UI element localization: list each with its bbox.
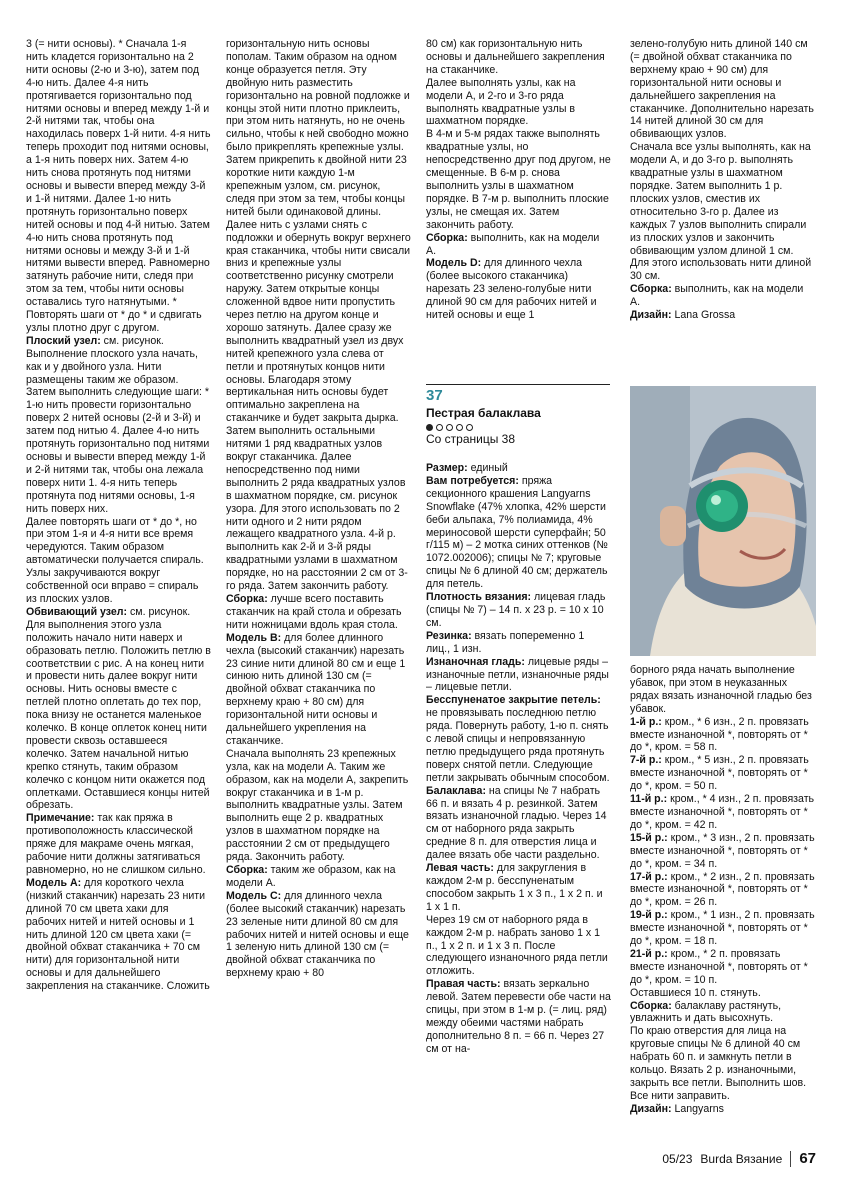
page-footer	[662, 1150, 816, 1167]
paragraph-text: пряжа секционного крашения Langyarns Snowflake (47% хлопка, 42% шерсти беби альпака, 7% полиамида, 4% мериносовой шерсти суперфайн; 50 г/115 м) – 2 мотка синих оттенков (№ 1072.002006); спицы № 7; круговые спицы № 6 длиной 40 см; держатель для петель.	[426, 474, 608, 591]
paragraph	[630, 1103, 815, 1116]
paragraph-heading: 11-й р.:	[630, 793, 668, 806]
pattern-header	[426, 386, 610, 447]
paragraph-heading: 7-й р.:	[630, 754, 662, 767]
footer-divider	[790, 1151, 791, 1167]
paragraph	[426, 462, 611, 475]
paragraph-text: кром., * 3 изн., 2 п. провязать вместе изнаночной *, повторять от * до *, кром. = 34 п.	[630, 831, 815, 870]
paragraph: Оставшиеся 10 п. стянуть.	[630, 986, 761, 999]
paragraph-heading: 17-й р.:	[630, 870, 668, 883]
paragraph	[426, 232, 611, 258]
paragraph	[226, 864, 411, 890]
paragraph-text: Langyarns	[671, 1102, 724, 1115]
paragraph-heading: Обвивающий узел:	[26, 605, 128, 618]
paragraph-text: выполнить, как на модели А.	[426, 231, 600, 257]
paragraph	[426, 630, 611, 656]
pattern-number: 37	[426, 387, 443, 404]
text-column-3-lower	[426, 462, 611, 1056]
difficulty-dot-empty	[456, 424, 463, 431]
paragraph-text: кром., * 1 изн., 2 п. провязать вместе изнаночной *, повторять от * до *, кром. = 18 п.	[630, 909, 815, 948]
paragraph	[26, 606, 211, 813]
paragraph	[426, 785, 611, 862]
paragraph	[26, 335, 211, 516]
paragraph-text: Lana Grossa	[671, 309, 736, 322]
paragraph	[630, 716, 815, 755]
paragraph-heading: 15-й р.:	[630, 831, 668, 844]
difficulty-dot-empty	[466, 424, 473, 431]
paragraph-text: таким же образом, как на модели А.	[226, 864, 396, 889]
paragraph-heading: Модель С:	[226, 889, 282, 902]
paragraph	[630, 871, 815, 910]
paragraph-heading: Плоский узел:	[26, 334, 101, 347]
difficulty-dot-empty	[446, 424, 453, 431]
page-number: 67	[799, 1150, 816, 1167]
paragraph-heading: Размер:	[426, 462, 468, 474]
paragraph-text: кром., * 4 изн., 2 п. провязать вместе изнаночной *, повторять от * до *, кром. = 42 п.	[630, 793, 815, 831]
difficulty-dot-empty	[436, 424, 443, 431]
paragraph	[426, 862, 611, 914]
paragraph: Сначала выполнять 23 крепежных узла, как на модели А. Таким же образом, как на модели А, закрепить вокруг стаканчика и в 1-м р. выполнить квадратные узлы. Затем выполнить еще 2 р. квадратных узлов в шахматном порядке на расстоянии 2 см от предыдущего ряда. Закончить работу.	[226, 747, 409, 864]
paragraph: 80 см) как горизонтальную нить основы и дальнейшего закрепления на стаканчике.	[426, 38, 605, 76]
paragraph	[630, 832, 815, 871]
paragraph-text: балаклаву растянуть, увлажнить и дать высохнуть.	[630, 999, 782, 1025]
paragraph	[426, 475, 611, 591]
paragraph	[426, 978, 611, 1055]
paragraph-text: лицевая гладь (спицы № 7) – 14 п. x 23 р. = 10 x 10 см.	[426, 591, 606, 629]
paragraph	[630, 754, 815, 793]
paragraph-text: для длинного чехла (более высокий стаканчик) нарезать 23 зеленые нити длиной 80 см для рабочих нитей и нитей основы и еще 1 зеленую нить длиной 130 см (= двойной обхват стаканчика по верхнему краю + 80	[226, 889, 409, 980]
paragraph: Сначала все узлы выполнять, как на модели А, и до 3-го р. выполнять квадратные узлы в шахматном порядке. Затем выполнить 1 р. плоских узлов, сместив их относительно 3-го р. Далее из каждых 7 узлов выполнить спирали из плоских узлов и закончить обвивающим узлом длиной 1 см. Для этого использовать нити длиной 30 см.	[630, 141, 812, 283]
paragraph-heading: Резинка:	[426, 629, 472, 642]
paragraph-heading: 21-й р.:	[630, 947, 668, 960]
paragraph	[426, 257, 611, 322]
paragraph	[426, 591, 611, 630]
paragraph: По краю отверстия для лица на круговые спицы № 6 длиной 40 см набрать 60 п. и замкнуть петли в кольцо. Вязать 2 р. изнаночными, закрыть все петли. Выполнить шов. Все нити заправить.	[630, 1025, 807, 1102]
paragraph-text: кром., * 6 изн., 2 п. провязать вместе изнаночной *, повторять от * до *, кром. = 58 п.	[630, 715, 809, 754]
paragraph: горизонтальную нить основы пополам. Таким образом на одном конце образуется петля. Эту двойную нить разместить горизонтально на ровной подложке и концы этой нити плотно приклеить, при этом нить натянуть, но не очень сильно, чтобы к ней свободно можно было прикреплять крепежные узлы. Затем прикрепить к двойной нити 23 короткие нити каждую 1-м крепежным узлом, см. рисунок, следя при этом за тем, чтобы концы нитей были одинаковой длины. Далее нить с узлами снять с подложки и обернуть вокруг верхнего края стаканчика, чтобы нити свисали вниз и крепежные узлы соответственно рисунку смотрели наружу. Затем открытые концы сложенной вдвое нити пропустить через петлю на другом конце и хорошо затянуть. Далее сразу же выполнить квадратный узел из двух нитей крепежного узла слева от петли и протянутых концов нити основы. Благодаря этому вертикальная нить основы будет оптимально закреплена на стаканчике и будет закрыта дырка. Затем выполнить остальными нитями 1 ряд квадратных узлов вокруг стаканчика. Далее непосредственно под ними выполнить 2 ряда квадратных узлов в шахматном порядке, см. рисунок узора. Для этого использовать по 2 нити одного и 2 нити рядом лежащего квадратного узла. 4-й р. выполнить как 2-й и 3-й ряды квадратными узлами в шахматном порядке, но на расстоянии 2 см от 3-го ряда. Затем закончить работу.	[226, 38, 411, 593]
text-column-2	[226, 38, 411, 980]
paragraph-heading: Сборка:	[630, 999, 672, 1012]
paragraph-heading: Сборка:	[630, 283, 672, 296]
paragraph-text: вязать попеременно 1 лиц., 1 изн.	[426, 629, 585, 655]
paragraph	[630, 948, 815, 987]
paragraph-text: вязать зеркально левой. Затем перевести обе части на спицы, при этом в 1-м р. (= лиц. ряд) между обеими частями набрать дополнительно 8 п. = 66 п. Через 27 см от на-	[426, 978, 611, 1055]
issue-number: 05/23	[662, 1151, 693, 1166]
paragraph: борного ряда начать выполнение убавок, при этом в неуказанных рядах вязать изнаночной гладью без убавок.	[630, 664, 812, 715]
paragraph	[26, 812, 211, 877]
paragraph: Далее повторять шаги от * до *, но при этом 1-я и 4-я нити все время чередуются. Таким образом автоматически получается спираль. Узлы закручиваются вокруг собственной оси вправо = спираль из плоских узлов.	[26, 515, 204, 605]
text-column-4	[630, 38, 815, 322]
paragraph	[630, 309, 815, 322]
paragraph: Далее выполнять узлы, как на модели А, и 2-го и 3-го ряда выполнять квадратные узлы в шахматном порядке.	[426, 76, 576, 128]
paragraph-heading: Дизайн:	[630, 309, 672, 322]
paragraph-text: кром., * 2 изн., 2 п. провязать вместе изнаночной *, повторять от * до *, кром. = 26 п.	[630, 870, 815, 909]
paragraph-text: см. рисунок. Выполнение плоского узла начать, как и у двойного узла. Нити размещены таким же образом. Затем выполнить следующие шаги: * 1-ю нить провести горизонтально поверх 2 нитей основы (2-й и 3-й) и затем под нитью 4. Далее 4-ю нить протянуть горизонтально под нитями основы и вывести вперед между 1-й и 2-й нитями так, чтобы она лежала поверх нити 1. 4-я нить теперь протянута под нитями основы, 1-я нить поверх них.	[26, 334, 210, 515]
paragraph-heading: Балаклава:	[426, 784, 486, 797]
paragraph: зелено-голубую нить длиной 140 см (= двойной обхват стаканчика по верхнему краю + 90 см) для горизонтальной нити основы и дальнейшего закрепления на стаканчике. Дополнительно нарезать 14 нитей длиной 30 см для обвивающих узлов.	[630, 38, 814, 141]
paragraph-text: для более длинного чехла (высокий стаканчик) нарезать 23 синие нити длиной 80 см и еще 1 синюю нить длиной 130 см (= двойной обхват стаканчика по верхнему краю + 80 см) для горизонтальной нити основы и дальнейшего укрепления на стаканчике.	[226, 631, 406, 747]
magazine-name: Burda Вязание	[700, 1151, 783, 1166]
paragraph: 3 (= нити основы). * Сначала 1-я нить кладется горизонтально на 2 нити основы (2-ю и 3-ю), затем под 4-ю нить. Далее 4-я нить протягивается горизонтально под нитями основы и вперед между 1-й и 2-й нитями так, чтобы она находилась поверх 1-й нити. 4-я нить теперь проходит под нитями основы, а 1-я нить поверх них. Затем 4-ю нить снова протянуть под нитями основы и вывести вперед между 3-й и 1-й нитями. Далее 1-ю нить протянуть горизонтально поверх нитей основы и под 4-й нитью. Затем 4-ю нить снова протянуть под нитями основы и между 3-й и 1-й нитями вывести вперед. Равномерно затянуть рабочие нити, следя при этом за тем, чтобы нити основы оставались туго натянутыми. * Повторять шаги от * до * и сдвигать узлы плотно друг с другом.	[26, 38, 211, 334]
paragraph	[26, 877, 211, 993]
paragraph-heading: Дизайн:	[630, 1102, 672, 1115]
paragraph-text: не провязывать последнюю петлю ряда. Повернуть работу, 1-ю п. снять с левой спицы и непровязанную петлю предыдущего ряда протянуть поверх снятой петли. Следующие петли закрывать обычным способом.	[426, 707, 610, 784]
text-column-1	[26, 38, 211, 993]
paragraph	[630, 909, 815, 948]
difficulty-rating	[426, 424, 610, 431]
paragraph-text: лицевые ряды – изнаночные петли, изнаночные ряды – лицевые петли.	[426, 655, 609, 694]
paragraph-heading: Сборка:	[226, 864, 268, 876]
paragraph-heading: Модель В:	[226, 631, 282, 644]
difficulty-dot-filled	[426, 424, 433, 431]
paragraph-heading: 1-й р.:	[630, 715, 662, 728]
paragraph	[226, 890, 411, 980]
paragraph	[630, 793, 815, 832]
paragraph: Через 19 см от наборного ряда в каждом 2-м р. набрать заново 1 x 1 п., 1 x 2 п. и 1 x 3 п. После следующего изнаночного ряда петли отложить.	[426, 913, 608, 978]
paragraph-heading: Сборка:	[426, 231, 468, 244]
paragraph-text: для длинного чехла (более высокого стаканчика) нарезать 23 зелено-голубые нити длиной 90 см для рабочих нитей и нитей основы и еще 1	[426, 257, 597, 322]
paragraph-heading: Правая часть:	[426, 978, 501, 991]
paragraph-text: кром., * 2 п. провязать вместе изнаночной *, повторять от * до *, кром. = 10 п.	[630, 947, 808, 986]
section-divider	[426, 384, 610, 385]
paragraph	[630, 1000, 815, 1026]
paragraph-heading: Вам потребуется:	[426, 474, 519, 487]
paragraph-heading: Левая часть:	[426, 862, 494, 875]
text-column-4-lower	[630, 664, 815, 1116]
paragraph	[226, 593, 411, 632]
paragraph-text: для закругления в каждом 2-м р. бесспуненатым способом закрыть 1 x 3 п., 1 x 2 п. и 1 x 1 п.	[426, 862, 603, 913]
paragraph-text: на спицы № 7 набрать 66 п. и вязать 4 р. резинкой. Затем вязать изнаночной гладью. Через 14 см от наборного ряда закрыть средние 8 п. для отверстия лица и далее вязать обе части раздельно.	[426, 784, 607, 862]
text-column-3	[426, 38, 611, 322]
paragraph-heading: Плотность вязания:	[426, 591, 532, 604]
paragraph-text: для короткого чехла (низкий стаканчик) нарезать 23 нити длиной 70 см цвета хаки для рабочих нитей и нитей основы и 1 нить длиной 120 см цвета хаки (= двойной обхват стаканчика + 70 см нити) для горизонтальной нити основы и для дальнейшего закрепления на стаканчике. Сложить	[26, 876, 210, 993]
paragraph-text: выполнить, как на модели А.	[630, 283, 804, 309]
paragraph: В 4-м и 5-м рядах также выполнять квадратные узлы, но непосредственно друг под другом, не смещенные. В 6-м р. снова выполнить узлы в шахматном порядке. В 7-м р. выполнить плоские узлы, не смещая их. Затем закончить работу.	[426, 128, 611, 231]
paragraph-text: см. рисунок. Для выполнения этого узла положить начало нити наверх и образовать петлю. Положить петлю в соответствии с рис. А на конец нити и провести нить далее вокруг нити основы. Нить основы вместе с петлей плотно оплетать до тех пор, пока внизу не останется маленькое колечко. В конце оплеток конец нити провести сквозь оставшееся колечко. Затем начальной нитью крепко стянуть, таким образом колечко с концом нити окажется под оплетками. Оставшиеся концы нитей обрезать.	[26, 605, 211, 812]
paragraph-heading: Бесспуненатое закрытие петель:	[426, 694, 601, 707]
paragraph	[426, 694, 611, 784]
paragraph-heading: Примечание:	[26, 812, 95, 825]
paragraph-text: лучше всего поставить стаканчик на край стола и обрезать нити ножницами вдоль края стола.	[226, 592, 402, 631]
paragraph-text: кром., * 5 изн., 2 п. провязать вместе изнаночной *, повторять от * до *, кром. = 50 п.	[630, 754, 809, 793]
paragraph-text: единый	[467, 462, 508, 474]
paragraph	[226, 632, 411, 748]
paragraph	[426, 656, 611, 695]
balaclava-photo	[630, 386, 816, 656]
paragraph-heading: Сборка:	[226, 592, 268, 605]
paragraph-heading: Модель А:	[26, 876, 82, 889]
pattern-title: Пестрая балаклава	[426, 406, 541, 420]
paragraph-heading: Изнаночная гладь:	[426, 655, 525, 668]
paragraph-text: так как пряжа в противоположность классической пряже для макраме очень мягкая, рабочие нити должны затягиваться равномерно, но не слишком сильно.	[26, 812, 206, 876]
paragraph-heading: 19-й р.:	[630, 909, 668, 922]
paragraph	[630, 283, 815, 309]
model-illustration	[630, 386, 816, 656]
paragraph-heading: Модель D:	[426, 257, 482, 270]
page-reference: Со страницы 38	[426, 432, 516, 446]
